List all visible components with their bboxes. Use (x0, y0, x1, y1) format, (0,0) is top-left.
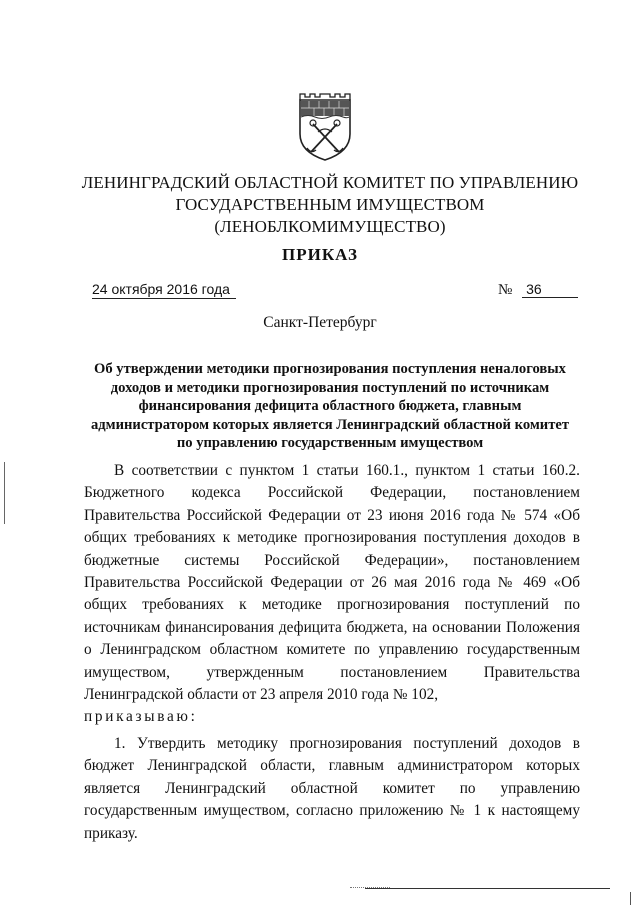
number-label: № (498, 282, 513, 298)
document-number (498, 281, 578, 299)
document-subject (80, 360, 580, 453)
document-date: 24 октября 2016 года (92, 281, 236, 299)
subject-line-4: администратором которых является Ленинградский областной комитет (90, 416, 570, 433)
document-title: ПРИКАЗ (282, 245, 358, 264)
subject-line-3: финансирования дефицита областного бюджета, главным (138, 398, 522, 414)
clause-1-paragraph: 1. Утвердить методику прогнозирования поступлений доходов в бюджет Ленинградской области, главным администратором которых является Ленинградский областной комитет по управлению государственным имуществом, согласно приложению № 1 к настоящему приказу. (84, 734, 580, 842)
scan-right-mark (630, 892, 631, 905)
subject-line-2: доходов и методики прогнозирования поступлений по источникам (110, 379, 550, 396)
document-city: Санкт-Петербург (263, 314, 377, 331)
coat-of-arms-icon (296, 90, 354, 162)
preamble-paragraph (84, 460, 580, 729)
org-line-1: ЛЕНИНГРАДСКИЙ ОБЛАСТНОЙ КОМИТЕТ ПО УПРАВЛЕНИЮ (81, 173, 579, 192)
organization-name (60, 172, 600, 238)
subject-line-5: по управлению государственным имуществом (176, 435, 484, 451)
number-value: 36 (522, 281, 578, 298)
scan-margin-mark (4, 462, 5, 524)
order-word: приказываю: (84, 708, 198, 726)
subject-line-1: Об утверждении методики прогнозирования поступления неналоговых (94, 361, 566, 377)
org-line-3: (ЛЕНОБЛКОМИМУЩЕСТВО) (214, 217, 446, 236)
document-body (84, 460, 580, 845)
preamble-text: В соответствии с пунктом 1 статьи 160.1., пунктом 1 статьи 160.2. Бюджетного кодекса Российской Федерации, постановлением Правительства Российской Федерации от 23 июня 2016 года № 574 «Об общих требованиях к методике прогнозирования поступления доходов в бюджетные системы Российской Федерации», постановлением Правительства Российской Федерации от 26 мая 2016 года № 469 «Об общих требованиях к методике прогнозирования поступлений по источникам финансирования дефицита бюджета, на основании Положения о Ленинградском областном комитете по управлению государственным имуществом, утвержденным постановлением Правительства Ленинградской области от 23 апреля 2010 года № 102, (84, 462, 580, 704)
scan-bottom-line (365, 888, 610, 889)
org-line-2: ГОСУДАРСТВЕННЫМ ИМУЩЕСТВОМ (175, 195, 485, 214)
